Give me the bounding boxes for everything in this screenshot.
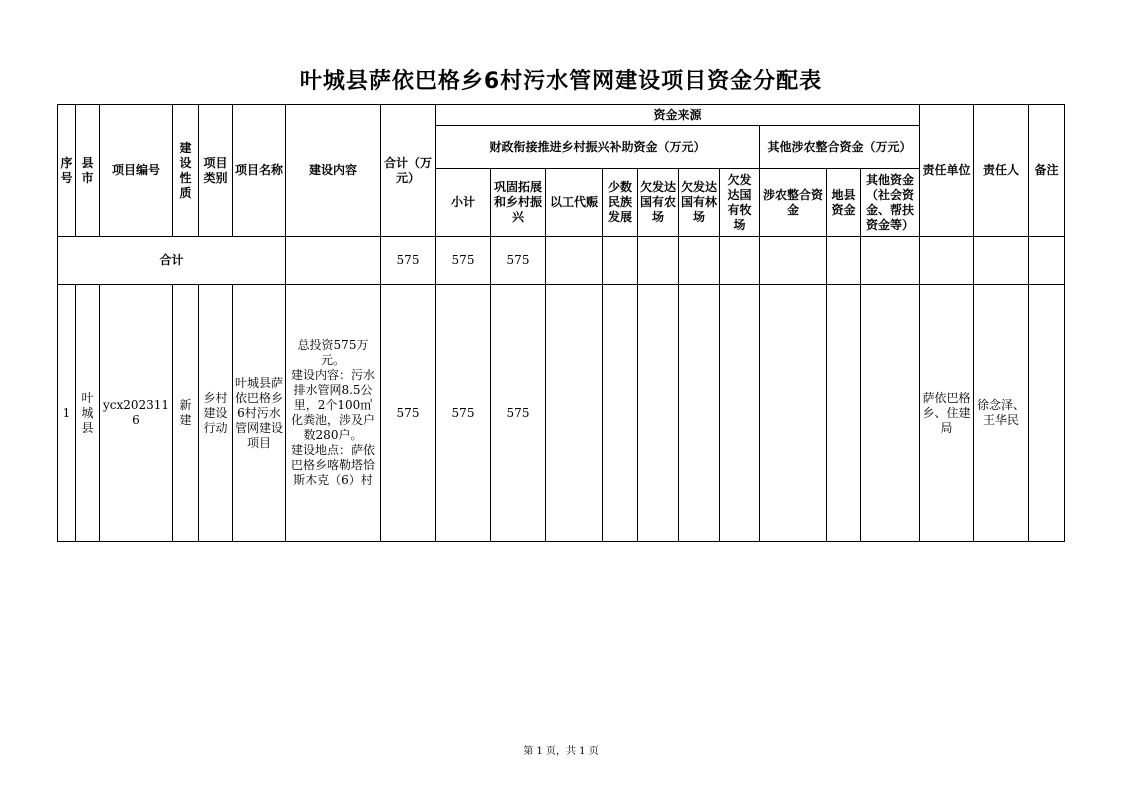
header-subtotal: 小计 <box>436 169 491 237</box>
table-row <box>58 285 1065 542</box>
header-name: 项目名称 <box>233 105 286 237</box>
row-nature: 新建 <box>173 285 199 542</box>
content-location: 建设地点：萨依巴格乡喀勒塔恰斯木克（6）村 <box>290 443 375 487</box>
total-content-cell <box>286 237 381 285</box>
header-consolidate: 巩固拓展和乡村振兴 <box>491 169 546 237</box>
row-category: 乡村建设行动 <box>199 285 233 542</box>
total-subtotal: 575 <box>436 237 491 285</box>
header-county: 县市 <box>76 105 100 237</box>
header-note: 备注 <box>1029 105 1065 237</box>
header-category: 项目类别 <box>199 105 233 237</box>
row-total: 575 <box>381 285 436 542</box>
header-forest: 欠发达国有林场 <box>679 169 720 237</box>
header-agri-integrate: 涉农整合资金 <box>760 169 827 237</box>
total-amount: 575 <box>381 237 436 285</box>
row-seq: 1 <box>58 285 76 542</box>
header-minority: 少数民族发展 <box>603 169 638 237</box>
allocation-table <box>57 104 1065 542</box>
content-scope: 建设内容：污水排水管网8.5公里，2个100㎥化粪池，涉及户数280户。 <box>290 368 375 442</box>
row-subtotal: 575 <box>436 285 491 542</box>
row-note <box>1029 285 1065 542</box>
header-farm: 欠发达国有农场 <box>638 169 679 237</box>
total-label: 合计 <box>58 237 286 285</box>
header-local: 地县资金 <box>827 169 861 237</box>
header-work-relief: 以工代赈 <box>546 169 603 237</box>
row-content <box>286 285 381 542</box>
header-other-group: 其他涉农整合资金（万元） <box>760 126 920 169</box>
page-footer: 第 1 页，共 1 页 <box>523 746 599 757</box>
row-person: 徐念泽、王华民 <box>974 285 1029 542</box>
header-pasture: 欠发达国有牧场 <box>720 169 760 237</box>
header-other-funds: 其他资金（社会资金、帮扶资金等） <box>861 169 920 237</box>
header-unit: 责任单位 <box>920 105 974 237</box>
row-name: 叶城县萨依巴格乡6村污水管网建设项目 <box>233 285 286 542</box>
header-nature: 建设性质 <box>173 105 199 237</box>
page-title: 叶城县萨依巴格乡6村污水管网建设项目资金分配表 <box>299 69 823 94</box>
header-fund-source: 资金来源 <box>436 105 920 126</box>
content-investment: 总投资575万元。 <box>297 338 369 367</box>
row-county: 叶城县 <box>76 285 100 542</box>
header-content: 建设内容 <box>286 105 381 237</box>
header-seq: 序号 <box>58 105 76 237</box>
header-code: 项目编号 <box>100 105 173 237</box>
row-code: ycx2023116 <box>100 285 173 542</box>
header-total: 合计（万元） <box>381 105 436 237</box>
header-person: 责任人 <box>974 105 1029 237</box>
total-row <box>58 237 1065 285</box>
row-unit: 萨依巴格乡、住建局 <box>920 285 974 542</box>
row-consolidate: 575 <box>491 285 546 542</box>
header-fiscal-group: 财政衔接推进乡村振兴补助资金（万元） <box>436 126 760 169</box>
total-consolidate: 575 <box>491 237 546 285</box>
